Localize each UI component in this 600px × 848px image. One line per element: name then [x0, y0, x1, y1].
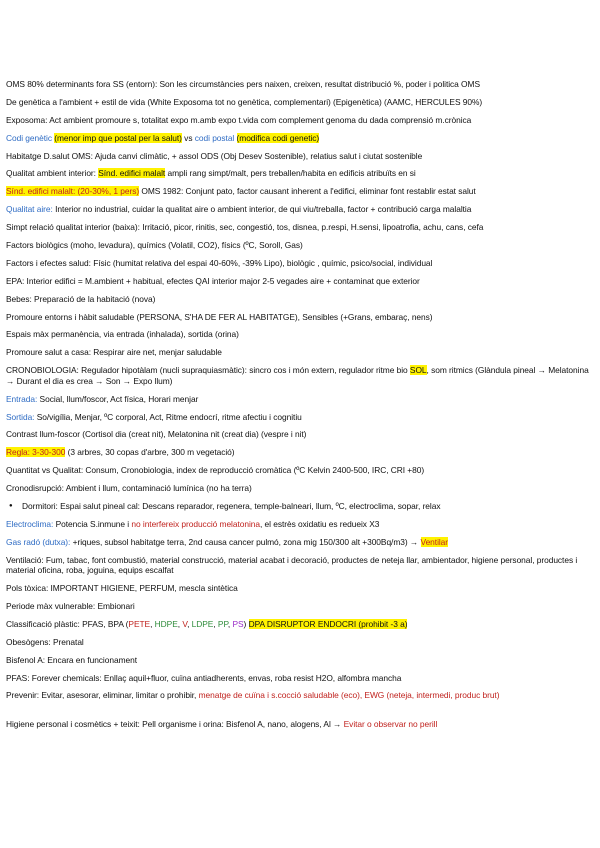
text-segment: menatge de cuïna i s.cocció saludable (eco), EWG (neteja, intermedi, produc brut) [198, 690, 500, 701]
text-segment: Periode màx vulnerable: Embionari [6, 600, 135, 611]
text-line [6, 347, 592, 358]
text-segment: +riques, subsol habitatge terra, 2nd causa cancer pulmó, zona mig 150/300 alt +300Bq/m3) → [72, 536, 421, 547]
text-segment: Promoure salut a casa: Respirar aire net, menjar saludable [6, 347, 222, 358]
text-segment: Cronodisrupció: Ambient i llum, contaminació lumínica (no ha terra) [6, 483, 252, 494]
text-segment: PETE [128, 618, 151, 629]
text-line [6, 394, 592, 405]
text-line [6, 365, 592, 386]
text-segment: Qualitat aire: [6, 204, 56, 215]
text-line [6, 483, 592, 494]
text-segment: CRONOBIOLOGIA: Regulador hipotàlam (nucli supraquiasmàtic): sincro cos i món extern, regulador ritme bio [6, 365, 410, 376]
text-segment: , som ritmics (Glàndula pineal → Melatonina → Durant el dia es crea → Son → Expo llum) [6, 365, 589, 386]
text-segment: (3 arbres, 30 copas d'arbre, 300 m vegetació) [65, 447, 235, 458]
text-line [6, 412, 592, 423]
highlighted-text: Regla: 3-30-300 [6, 447, 66, 458]
text-segment: Prevenir: Evitar, asesorar, eliminar, limitar o prohibir, [6, 690, 199, 701]
text-segment: PP [217, 618, 228, 629]
text-segment: EPA: Interior edifici = M.ambient + habitual, efectes QAI interior major 2-5 vegades aire + contaminat que exterior [6, 275, 420, 286]
text-line [6, 583, 592, 594]
text-line [6, 276, 592, 287]
text-line [6, 258, 592, 269]
text-line [6, 601, 592, 612]
highlighted-text: DPA DISRUPTOR ENDOCRI (prohibit -3 a) [248, 618, 408, 629]
text-segment: ) [243, 618, 249, 629]
text-line [6, 447, 592, 458]
highlighted-text: (modifica codi genetic) [236, 132, 320, 143]
highlighted-text: (menor imp que postal per la salut) [54, 132, 182, 143]
text-segment: Bisfenol A: Encara en funcionament [6, 654, 137, 665]
text-line [6, 465, 592, 476]
text-segment: Higiene personal i cosmètics + teixit: Pell organisme i orina: Bisfenol A, nano, alogens, Al → [6, 718, 344, 729]
text-segment: OMS 1982: Conjunt pato, factor causant inherent a l'edifici, eliminar font restablir estat salut [139, 186, 476, 197]
text-segment: Codi genètic [6, 132, 55, 143]
text-line [6, 673, 592, 684]
text-line [6, 204, 592, 215]
text-line [6, 329, 592, 340]
text-segment: , [177, 618, 183, 629]
highlighted-text: SOL [409, 365, 427, 376]
text-segment: , el estrès oxidatiu es redueix X3 [260, 518, 380, 529]
text-segment: vs [181, 132, 195, 143]
text-segment: Evitar o observar no perill [343, 718, 438, 729]
text-segment: Interior no industrial, cuidar la qualitat aire o ambient interior, de qui viu/treballa, factor + contribució carga malaltia [55, 204, 472, 215]
text-line [6, 537, 592, 548]
text-segment: codi postal [194, 132, 237, 143]
text-line [6, 151, 592, 162]
text-segment: V [182, 618, 188, 629]
text-segment: Electroclima: [6, 518, 56, 529]
text-segment: Bebes: Preparació de la habitació (nova) [6, 293, 156, 304]
text-segment: Espais màx permanència, via entrada (inhalada), sortida (orina) [6, 329, 239, 340]
text-segment: De genètica a l'ambient + estil de vida (White Exposoma tot no genètica, complementari) (Epigenètica) (AAMC, HERCULES 90%) [6, 96, 483, 107]
text-segment: Factors biològics (moho, levadura), químics (Volatil, CO2), físics (ºC, Soroll, Gas) [6, 240, 303, 251]
text-line [6, 79, 592, 90]
text-line [6, 655, 592, 666]
text-line [6, 719, 592, 730]
text-line [6, 690, 592, 711]
text-line [6, 555, 592, 576]
text-segment: Factors i efectes salud: Físic (humitat relativa del espai 40-60%, -39% Lipo), biològic , químic, psico/social, individual [6, 257, 433, 268]
text-segment: Obesògens: Prenatal [6, 636, 84, 647]
text-line [6, 294, 592, 305]
text-line [6, 429, 592, 440]
text-segment: Gas radó (dutxa): [6, 536, 73, 547]
text-segment: Qualitat ambient interior: [6, 168, 99, 179]
text-segment: Potencia S.inmune i [55, 518, 132, 529]
highlighted-text: Sínd. edifici malalt: (20-30%, 1 pers) [6, 186, 140, 197]
text-segment: Contrast llum-foscor (Cortisol dia (creat nit), Melatonina nit (creat dia) (vespre i nit) [6, 429, 307, 440]
text-segment: Entrada: [6, 393, 40, 404]
text-line [6, 637, 592, 648]
text-segment: Social, llum/foscor, Act física, Horari menjar [39, 393, 199, 404]
text-line [6, 619, 592, 630]
text-segment: So/vigília, Menjar, ºC corporal, Act, Ritme endocrí, ritme afectiu i cognitiu [36, 411, 302, 422]
text-line [6, 97, 592, 108]
text-segment: no interfereix producció melatonina [131, 518, 260, 529]
document-body [6, 79, 592, 737]
text-segment: Quantitat vs Qualitat: Consum, Cronobiologia, index de reproducció cromàtica (ºC Kelvin 2400-500, IRC, CRI +80) [6, 465, 425, 476]
text-segment: Simpt relació qualitat interior (baixa): Irritació, picor, rinitis, sec, congestió, tos, disnea, p.respi, H.sensi, lipoatrofia, achu, cans, cefa [6, 222, 484, 233]
text-segment: LDPE [191, 618, 214, 629]
text-segment: Exposoma: Act ambient promoure s, totalitat expo m.amb expo t.vida com complement genoma du dada comprensió m.crònica [6, 114, 472, 125]
text-segment: Classificació plàstic: PFAS, BPA ( [6, 618, 129, 629]
text-segment: Pols tòxica: IMPORTANT HIGIENE, PERFUM, mescla sintètica [6, 583, 238, 594]
highlighted-text: Ventilar [420, 536, 449, 547]
highlighted-text: Sínd. edifici malalt [98, 168, 166, 179]
text-segment: Habitatge D.salut OMS: Ajuda canvi climàtic, + assol ODS (Obj Desev Sostenible), relatius salut i ciutat sostenible [6, 150, 423, 161]
text-segment: HDPE [154, 618, 178, 629]
text-segment: , [213, 618, 218, 629]
text-segment: ampli rang simpt/malt, pers treballen/habita en edificis atribuïts en si [165, 168, 416, 179]
text-line [6, 186, 592, 197]
text-segment: Promoure entorns i hàbit saludable (PERSONA, S'HA DE FER AL HABITATGE), Sensibles (+Grans, embaraç, nens) [6, 311, 433, 322]
bullet-line [6, 501, 592, 512]
text-segment: Ventilació: Fum, tabac, font combustió, material construcció, material acabat i decoració, productes de neteja llar, ambientador, higiene personal, productes i material oficina, roba, joguina, equips escalfat [6, 554, 578, 576]
text-line [6, 240, 592, 251]
text-segment: , [227, 618, 233, 629]
text-segment: , [187, 618, 192, 629]
text-segment: PFAS: Forever chemicals: Enllaç aquil+fluor, cuïna antiadherents, envas, roba resist H2O, alfombra mancha [6, 672, 402, 683]
text-line [6, 133, 592, 144]
text-segment: Dormitori: Espai salut pineal cal: Descans reparador, regenera, temple-balneari, llum, ºC, electroclima, sopar, relax [22, 500, 441, 511]
text-line [6, 222, 592, 233]
text-segment: PS [232, 618, 244, 629]
text-line [6, 519, 592, 530]
text-line [6, 115, 592, 126]
text-line [6, 168, 592, 179]
text-segment: Sortida: [6, 411, 37, 422]
text-segment: OMS 80% determinants fora SS (entorn): Son les circumstàncies pers naixen, creixen, resultat distribució %, poder i politica OMS [6, 79, 480, 89]
text-segment: , [150, 618, 155, 629]
text-line [6, 312, 592, 323]
